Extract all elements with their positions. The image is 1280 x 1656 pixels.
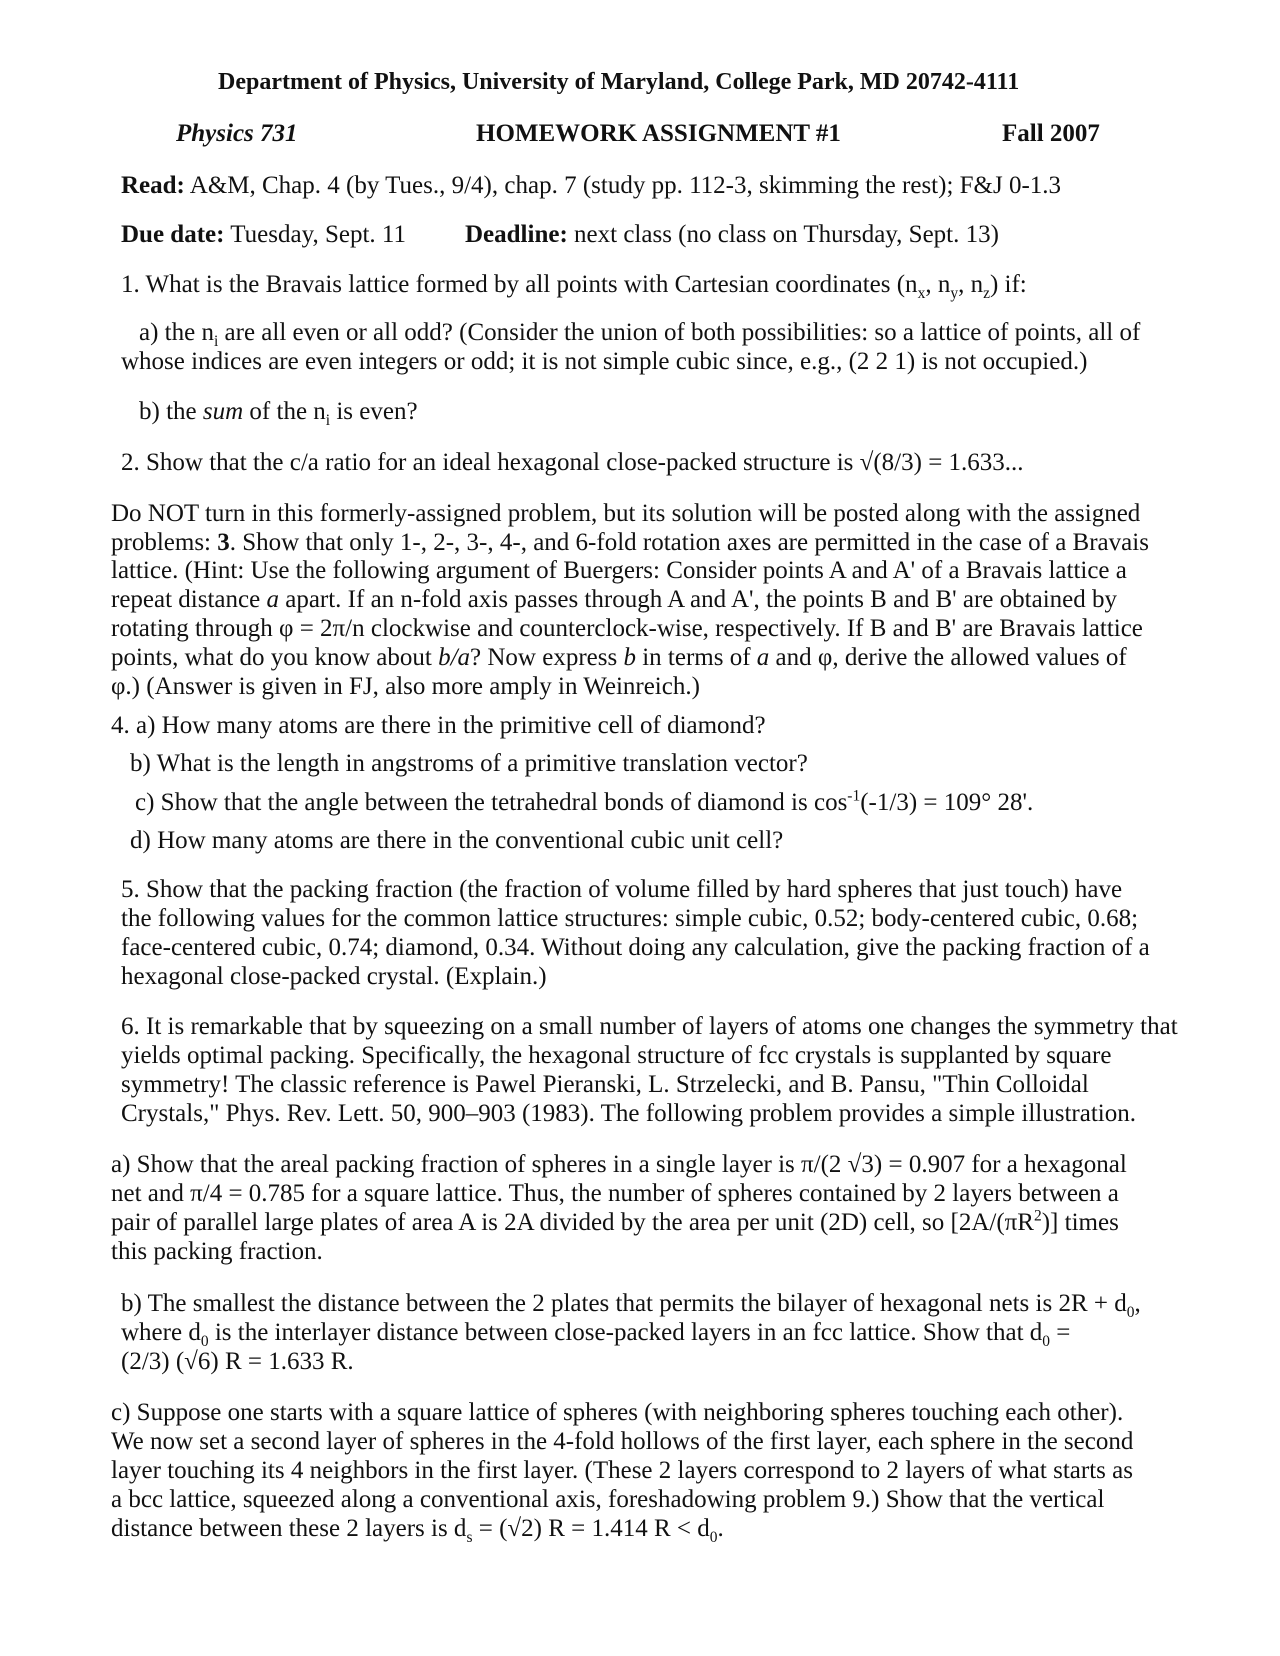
q3-l4-post: apart. If an n-fold axis passes through A and A', the points B and B' are obtained by [278,586,1117,613]
q6c-l5-sub: s [466,1529,473,1546]
q3-l6-b: b [623,644,636,671]
q1-part-a [139,318,1141,350]
q6a-l3-pre: pair of parallel large plates of area A is 2A divided by the area per unit (2D) cell, so [2A/(πR [111,1209,1034,1236]
q1-b-italic: sum [202,398,244,425]
q6b-l2-sub2: 0 [1042,1333,1051,1350]
q4-c-pre: c) Show that the angle between the tetrahedral bonds of diamond is cos [135,789,848,816]
q6b-l2-mid: is the interlayer distance between close-packed layers in an fcc lattice. Show that d [208,1319,1043,1346]
q1-sep2: , n [958,271,984,298]
q1-sub-z: z [983,285,990,302]
q6b-l2-post: = [1050,1319,1071,1346]
reading-line [121,171,1061,200]
q3-l2-post: . Show that only 1-, 2-, 3-, 4-, and 6-fold rotation axes are permitted in the case of a Bravais [229,529,1149,556]
deadline-line [465,220,999,249]
q6a-line-2: net and π/4 = 0.785 for a square lattice. Thus, the number of spheres contained by 2 layers between a [111,1180,1119,1207]
q4-part-c [135,788,1033,817]
due-text: Tuesday, Sept. 11 [224,221,406,248]
q6c-line-1: c) Suppose one starts with a square lattice of spheres (with neighboring spheres touching each other). [111,1399,1124,1426]
q1-part-a-line2: whose indices are even integers or odd; it is not simple cubic since, e.g., (2 2 1) is not occupied.) [121,348,1088,375]
q3-l6-post: and φ, derive the allowed values of [769,644,1127,671]
due-line [121,220,406,249]
q6c-l5-pre: distance between these 2 layers is d [111,1515,467,1542]
q1-stem-end: ) if: [989,271,1027,298]
q6b-line-1 [121,1289,1141,1321]
q2-text: 2. Show that the c/a ratio for an ideal hexagonal close-packed structure is √(8/3) = 1.633... [121,449,1024,476]
q5-line-3: face-centered cubic, 0.74; diamond, 0.34. Without doing any calculation, give the packing fraction of a [121,934,1150,961]
read-label: Read: [121,172,185,199]
q1-b-post: is even? [330,398,418,425]
q1-a-text: are all even or all odd? (Consider the union of both possibilities: so a lattice of points, all of [218,319,1141,346]
q6a-line-1: a) Show that the areal packing fraction of spheres in a single layer is π/(2 √3) = 0.907 for a hexagonal [111,1151,1127,1178]
q1-b-sub: i [325,412,331,429]
q6a-line-3 [111,1208,1119,1237]
department-header: Department of Physics, University of Maryland, College Park, MD 20742-4111 [218,69,1020,95]
due-label: Due date: [121,221,225,248]
q4-c-sup: -1 [847,787,861,805]
q6c-l5-mid: = (√2) R = 1.414 R < d [472,1515,710,1542]
q1-a-sub: i [213,333,219,350]
q6b-l1-sub: 0 [1126,1304,1135,1321]
q6-line-2: yields optimal packing. Specifically, the hexagonal structure of fcc crystals is supplanted by square [121,1042,1112,1069]
q3-line-4 [111,585,1117,614]
q1-part-b [139,397,418,429]
q1-b-mid: of the n [243,398,326,425]
course-name: Physics 731 [176,120,298,147]
q1-sep1: , n [925,271,951,298]
q4-part-a: 4. a) How many atoms are there in the primitive cell of diamond? [111,712,766,739]
q1-sub-y: y [950,285,959,302]
q3-line-7: φ.) (Answer is given in FJ, also more amply in Weinreich.) [111,673,700,700]
q6b-l2-sub: 0 [200,1333,209,1350]
read-text: A&M, Chap. 4 (by Tues., 9/4), chap. 7 (study pp. 112-3, skimming the rest); F&J 0-1.3 [184,172,1062,199]
q1-a-pre: a) the n [139,319,214,346]
q3-line-6 [111,643,1127,672]
q3-l6-mid2: in terms of [635,644,757,671]
q6c-l5-sub2: 0 [709,1529,718,1546]
q3-number: 3 [217,529,230,556]
q3-line-5: rotating through φ = 2π/n clockwise and counterclock-wise, respectively. If B and B' are Bravais lattice [111,615,1143,642]
q3-line-1: Do NOT turn in this formerly-assigned problem, but its solution will be posted along with the assigned [111,500,1141,527]
q6c-line-5 [111,1514,724,1546]
q4-part-d: d) How many atoms are there in the conventional cubic unit cell? [130,827,784,854]
q6b-l2-pre: where d [121,1319,201,1346]
q4-part-b: b) What is the length in angstroms of a primitive translation vector? [130,750,808,777]
q6-line-3: symmetry! The classic reference is Pawel Pieranski, L. Strzelecki, and B. Pansu, "Thin Colloidal [121,1071,1089,1098]
q6a-line-4: this packing fraction. [111,1238,323,1265]
q6c-line-2: We now set a second layer of spheres in the 4-fold hollows of the first layer, each sphere in the second [111,1428,1134,1455]
q3-line-2 [111,528,1149,557]
q6c-line-4: a bcc lattice, squeezed along a conventional axis, foreshadowing problem 9.) Show that the vertical [111,1486,1105,1513]
deadline-text: next class (no class on Thursday, Sept. 13) [567,221,999,248]
q1-stem [121,270,1027,302]
q5-line-1: 5. Show that the packing fraction (the fraction of volume filled by hard spheres that just touch) have [121,876,1123,903]
q3-l6-mid: ? Now express [470,644,624,671]
q6b-l1-post: , [1134,1290,1141,1317]
q1-stem-text: 1. What is the Bravais lattice formed by all points with Cartesian coordinates (n [121,271,918,298]
q3-l6-ba: b/a [438,644,471,671]
q5-line-2: the following values for the common lattice structures: simple cubic, 0.52; body-centered cubic, 0.68; [121,905,1139,932]
deadline-label: Deadline: [465,221,568,248]
q3-l4-var: a [266,586,279,613]
q3-l4-pre: repeat distance [111,586,267,613]
q3-l6-a: a [756,644,770,671]
q5-line-4: hexagonal close-packed crystal. (Explain.) [121,963,547,990]
q3-l6-pre: points, what do you know about [111,644,439,671]
q6b-l1-pre: b) The smallest the distance between the 2 plates that permits the bilayer of hexagonal nets is 2R + d [121,1290,1127,1317]
q4-c-post: (-1/3) = 109° 28'. [860,789,1034,816]
q6a-l3-post: )] times [1041,1209,1119,1236]
q6-line-4: Crystals," Phys. Rev. Lett. 50, 900–903 (1983). The following problem provides a simple illustration. [121,1100,1136,1127]
term: Fall 2007 [1002,120,1100,147]
q1-b-pre: b) the [139,398,203,425]
assignment-title: HOMEWORK ASSIGNMENT #1 [476,120,841,147]
q3-line-3: lattice. (Hint: Use the following argument of Buergers: Consider points A and A' of a Bravais lattice a [111,557,1127,584]
q6-line-1: 6. It is remarkable that by squeezing on a small number of layers of atoms one changes the symmetry that [121,1013,1178,1040]
q6c-l5-post: . [717,1515,724,1542]
q6b-line-2 [121,1318,1071,1350]
q6c-line-3: layer touching its 4 neighbors in the first layer. (These 2 layers correspond to 2 layers of what starts as [111,1457,1133,1484]
q6b-line-3: (2/3) (√6) R = 1.633 R. [121,1348,354,1375]
q6a-l3-sup: 2 [1033,1207,1042,1225]
q1-sub-x: x [917,285,926,302]
q3-l2-pre: problems: [111,529,218,556]
